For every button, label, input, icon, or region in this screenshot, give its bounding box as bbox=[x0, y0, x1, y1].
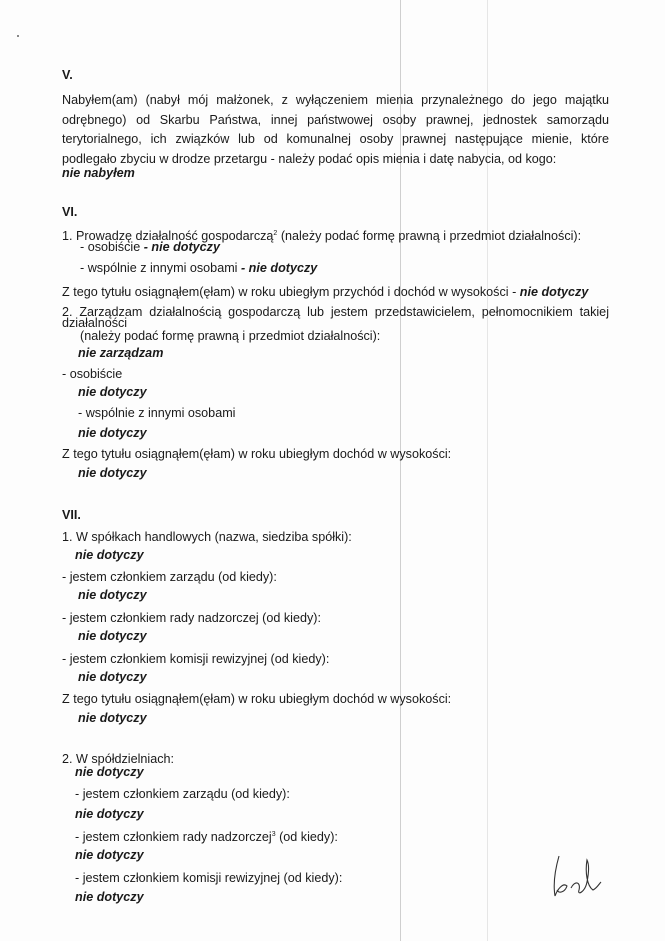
answer: nie dotyczy bbox=[519, 285, 589, 299]
section-vi-item2: działalności bbox=[62, 316, 128, 330]
scan-speck bbox=[17, 35, 19, 37]
label: - osobiście bbox=[80, 240, 144, 254]
footnote-ref: 2 bbox=[273, 230, 278, 237]
answer: nie dotyczy bbox=[78, 588, 147, 602]
answer: nie dotyczy bbox=[78, 670, 147, 684]
label: Z tego tytułu osiągnąłem(ęłam) w roku ubiegłym dochód w wysokości: bbox=[62, 692, 452, 706]
section-v-text: podlegało zbyciu w drodze przetargu - należy podać opis mienia i datę nabycia, od kogo: bbox=[62, 152, 557, 166]
label: - wspólnie z innymi osobami bbox=[80, 261, 241, 275]
answer: nie dotyczy bbox=[78, 629, 147, 643]
label: - osobiście bbox=[62, 367, 123, 381]
label: - jestem członkiem komisji rewizyjnej (od kiedy): bbox=[75, 871, 343, 885]
answer: nie dotyczy bbox=[75, 890, 144, 904]
section-vii-heading: VII. bbox=[62, 508, 81, 522]
section-v-text: terytorialnego, ich związków lub od komunalnej osoby prawnej następujące mienie, które bbox=[62, 132, 609, 146]
answer: nie dotyczy bbox=[75, 765, 144, 779]
section-vi-heading: VI. bbox=[62, 205, 78, 219]
signature-icon bbox=[545, 852, 605, 902]
label: - jestem członkiem komisji rewizyjnej (od kiedy): bbox=[62, 652, 330, 666]
label-text: (od kiedy): bbox=[275, 830, 338, 845]
label: 2. W spółdzielniach: bbox=[62, 752, 174, 766]
section-vi-joint bbox=[80, 261, 317, 276]
answer: - nie dotyczy bbox=[143, 240, 220, 254]
label: 1. W spółkach handlowych (nazwa, siedziba spółki): bbox=[62, 530, 352, 544]
label: - wspólnie z innymi osobami bbox=[78, 406, 236, 420]
answer: nie dotyczy bbox=[75, 807, 144, 821]
label: Z tego tytułu osiągnąłem(ęłam) w roku ubiegłym dochód w wysokości: bbox=[62, 447, 452, 461]
answer: nie dotyczy bbox=[78, 385, 147, 399]
label: - jestem członkiem zarządu (od kiedy): bbox=[62, 570, 277, 584]
label: - jestem członkiem rady nadzorczej (od kiedy): bbox=[62, 611, 321, 625]
section-v-heading: V. bbox=[62, 68, 73, 82]
section-vi-income bbox=[62, 285, 588, 300]
label: - jestem członkiem zarządu (od kiedy): bbox=[75, 787, 290, 801]
answer: nie dotyczy bbox=[78, 711, 147, 725]
answer: nie dotyczy bbox=[75, 848, 144, 862]
answer: nie dotyczy bbox=[78, 426, 147, 440]
section-vi-personal bbox=[80, 240, 220, 255]
answer: nie dotyczy bbox=[75, 548, 144, 562]
answer: nie zarządzam bbox=[78, 346, 164, 360]
section-v-text: Nabyłem(am) (nabył mój małżonek, z wyłączeniem mienia przynależnego do jego majątku bbox=[62, 93, 609, 107]
section-vi-item2: 2. Zarządzam działalnością gospodarczą lub jestem przedstawicielem, pełnomocnikiem takiej bbox=[62, 305, 609, 319]
label-text: - jestem członkiem rady nadzorczej bbox=[75, 830, 272, 845]
item-text: (należy podać formę prawną i przedmiot działalności): bbox=[277, 229, 582, 244]
answer: - nie dotyczy bbox=[240, 261, 318, 275]
label bbox=[75, 827, 338, 845]
answer: nie dotyczy bbox=[78, 466, 147, 480]
section-v-answer: nie nabyłem bbox=[62, 166, 135, 180]
section-vi-item2-note: (należy podać formę prawną i przedmiot działalności): bbox=[80, 329, 381, 343]
section-v-text: odrębnego) od Skarbu Państwa, innej państwowej osoby prawnej, jednostek samorządu bbox=[62, 113, 609, 127]
label: Z tego tytułu osiągnąłem(ęłam) w roku ubiegłym przychód i dochód w wysokości - bbox=[62, 285, 520, 299]
footnote-ref: 3 bbox=[271, 831, 276, 838]
item-text: 1. Prowadzę działalność gospodarczą bbox=[62, 229, 274, 244]
